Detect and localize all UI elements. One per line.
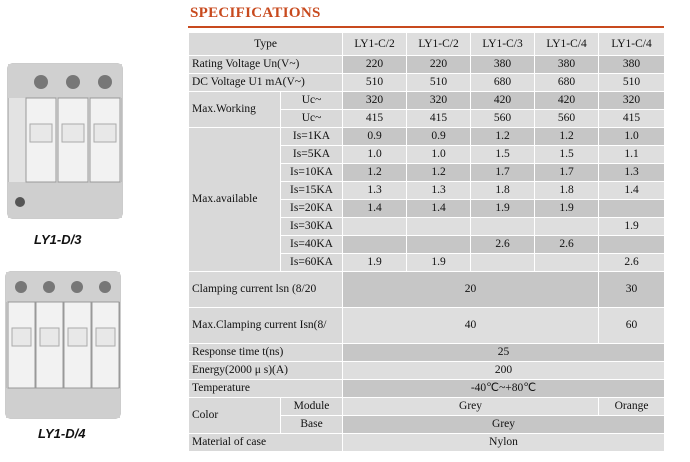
product-caption: LY1-D/4 — [38, 426, 86, 441]
table-cell: 25 — [343, 344, 665, 362]
table-cell: 1.7 — [471, 164, 535, 182]
table-cell: Grey — [343, 398, 599, 416]
table-cell: 60 — [599, 308, 665, 344]
table-header-row — [189, 33, 665, 56]
table-cell: 510 — [599, 74, 665, 92]
table-cell: 420 — [471, 92, 535, 110]
table-cell: 30 — [599, 272, 665, 308]
table-cell — [407, 236, 471, 254]
table-cell: 1.8 — [535, 182, 599, 200]
model-header: LY1-C/4 — [535, 33, 599, 56]
table-cell: 1.3 — [343, 182, 407, 200]
sub-label: Is=30KA — [281, 218, 343, 236]
table-cell: 20 — [343, 272, 599, 308]
sub-label: Is=5KA — [281, 146, 343, 164]
row-label: Response time t(ns) — [189, 344, 343, 362]
sub-label: Is=1KA — [281, 128, 343, 146]
table-cell: 1.9 — [343, 254, 407, 272]
table-cell: 1.1 — [599, 146, 665, 164]
table-cell: 1.2 — [343, 164, 407, 182]
table-cell: 415 — [599, 110, 665, 128]
table-cell: 1.2 — [471, 128, 535, 146]
table-row — [189, 398, 665, 416]
row-label: Temperature — [189, 380, 343, 398]
row-label: DC Voltage U1 mA(V~) — [189, 74, 343, 92]
table-cell: 320 — [599, 92, 665, 110]
table-row — [189, 434, 665, 452]
table-cell: 320 — [407, 92, 471, 110]
table-cell: 2.6 — [535, 236, 599, 254]
table-cell: -40℃~+80℃ — [343, 380, 665, 398]
table-cell — [599, 236, 665, 254]
type-header: Type — [189, 33, 343, 56]
row-label: Color — [189, 398, 281, 434]
table-cell: 2.6 — [471, 236, 535, 254]
sub-label: Is=10KA — [281, 164, 343, 182]
table-row — [189, 92, 665, 110]
table-cell — [599, 200, 665, 218]
table-cell: 40 — [343, 308, 599, 344]
table-cell — [343, 218, 407, 236]
table-cell: 1.8 — [471, 182, 535, 200]
table-row — [189, 272, 665, 308]
table-cell: 415 — [407, 110, 471, 128]
table-cell: 380 — [599, 56, 665, 74]
table-row — [189, 128, 665, 146]
sub-label: Uc~ — [281, 110, 343, 128]
sub-label: Base — [281, 416, 343, 434]
sub-label: Module — [281, 398, 343, 416]
table-cell: 0.9 — [343, 128, 407, 146]
table-cell: 1.3 — [407, 182, 471, 200]
table-cell: 220 — [343, 56, 407, 74]
surge-protector-3pole-image — [6, 62, 124, 220]
table-cell: 1.4 — [343, 200, 407, 218]
table-cell: 1.5 — [535, 146, 599, 164]
sub-label: Is=20KA — [281, 200, 343, 218]
table-cell: 1.2 — [407, 164, 471, 182]
table-cell: 1.9 — [535, 200, 599, 218]
table-row — [189, 308, 665, 344]
table-cell: 1.9 — [599, 218, 665, 236]
table-cell: 1.3 — [599, 164, 665, 182]
table-cell: 200 — [343, 362, 665, 380]
table-cell: 1.5 — [471, 146, 535, 164]
table-cell: 2.6 — [599, 254, 665, 272]
table-cell: 1.0 — [343, 146, 407, 164]
table-cell: Orange — [599, 398, 665, 416]
table-cell: 415 — [343, 110, 407, 128]
table-cell: 1.9 — [471, 200, 535, 218]
table-cell: 320 — [343, 92, 407, 110]
table-cell — [343, 236, 407, 254]
row-label: Material of case — [189, 434, 343, 452]
table-row — [189, 380, 665, 398]
table-cell — [471, 218, 535, 236]
row-label: Clamping current lsn (8/20 — [189, 272, 343, 308]
surge-protector-4pole-image — [4, 270, 122, 420]
spec-table — [188, 32, 665, 452]
table-cell — [471, 254, 535, 272]
table-cell: 1.0 — [407, 146, 471, 164]
page-title: SPECIFICATIONS — [190, 5, 321, 21]
row-label: Rating Voltage Un(V~) — [189, 56, 343, 74]
table-cell: 420 — [535, 92, 599, 110]
spec-table-container — [188, 32, 664, 452]
table-cell — [407, 218, 471, 236]
row-label: Energy(2000 μ s)(A) — [189, 362, 343, 380]
table-row — [189, 56, 665, 74]
table-row — [189, 362, 665, 380]
table-row — [189, 74, 665, 92]
table-cell: 380 — [471, 56, 535, 74]
table-cell: 680 — [535, 74, 599, 92]
row-label: Max.Clamping current Isn(8/ — [189, 308, 343, 344]
table-cell: 510 — [407, 74, 471, 92]
model-header: LY1-C/3 — [471, 33, 535, 56]
sub-label: Uc~ — [281, 92, 343, 110]
table-cell: 380 — [535, 56, 599, 74]
table-cell: 510 — [343, 74, 407, 92]
table-cell — [535, 254, 599, 272]
sub-label: Is=40KA — [281, 236, 343, 254]
sub-label: Is=60KA — [281, 254, 343, 272]
table-cell: 560 — [535, 110, 599, 128]
row-label: Max.Working — [189, 92, 281, 128]
table-cell: 680 — [471, 74, 535, 92]
table-cell: 0.9 — [407, 128, 471, 146]
table-cell: 1.4 — [599, 182, 665, 200]
model-header: LY1-C/4 — [599, 33, 665, 56]
table-cell: 1.7 — [535, 164, 599, 182]
table-cell: 1.4 — [407, 200, 471, 218]
product-caption: LY1-D/3 — [34, 232, 82, 247]
sub-label: Is=15KA — [281, 182, 343, 200]
model-header: LY1-C/2 — [343, 33, 407, 56]
table-cell: 560 — [471, 110, 535, 128]
table-cell: 1.0 — [599, 128, 665, 146]
table-cell: Grey — [343, 416, 665, 434]
title-underline — [188, 26, 664, 28]
table-cell: 1.2 — [535, 128, 599, 146]
table-row — [189, 344, 665, 362]
table-cell — [535, 218, 599, 236]
table-cell: Nylon — [343, 434, 665, 452]
row-label: Max.available — [189, 128, 281, 272]
product-images — [0, 0, 180, 462]
table-cell: 220 — [407, 56, 471, 74]
model-header: LY1-C/2 — [407, 33, 471, 56]
table-cell: 1.9 — [407, 254, 471, 272]
